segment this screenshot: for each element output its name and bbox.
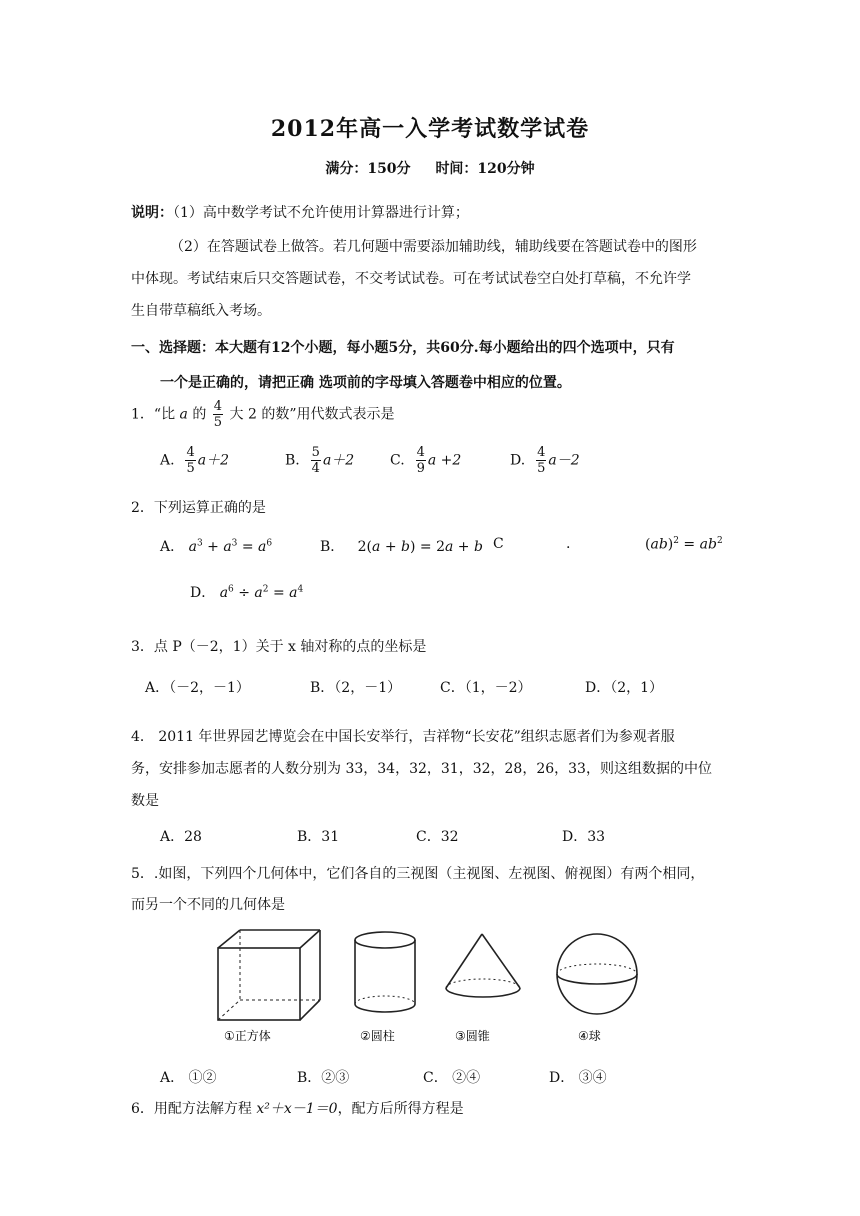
cylinder-shape [355,932,415,1012]
question-1-option-b: B. $\frac{5}{4}$ a＋2 [285,445,355,476]
note-1-text: （1）高中数学考试不允许使用计算器进行计算； [173,205,469,221]
question-5-option-d: D． ③④ [549,1070,607,1086]
note-label: 说明： [131,205,173,221]
question-4-option-d: D．33 [562,829,606,845]
section-1-heading-line-1: 一、选择题：本大题有12个小题，每小题5分，共60分.每小题给出的四个选项中，只有 [131,340,675,356]
question-3-option-d: D．（2，1） [585,680,664,696]
exam-time: 时间：120分钟 [435,161,535,177]
exam-meta [0,158,860,178]
sphere-shape [557,934,637,1014]
question-3-option-b: B．（2，－1） [310,680,402,696]
note-2-line-3: 生自带草稿纸入考场。 [131,303,271,319]
question-6-stem: 6．用配方法解方程 x²＋x－1＝0，配方后所得方程是 [131,1101,464,1117]
figure-label-cone: ③圆锥 [455,1029,490,1043]
question-3-option-c: C．（1，－2） [440,680,532,696]
cube-shape [218,930,320,1020]
question-4-line-2: 务，安排参加志愿者的人数分别为 33，34，32，31，32，28，26，33，则这组数据的中位 [131,761,712,777]
question-4-option-b: B．31 [297,829,340,845]
section-1-heading-line-2: 一个是正确的，请把正确 选项前的字母填入答题卷中相应的位置。 [160,375,571,391]
question-1-option-c: C. $\frac{4}{9}$ a +2 [390,445,462,476]
question-2-option-c-dot: . [566,536,571,552]
question-2-stem: 2．下列运算正确的是 [131,500,266,516]
question-5-line-1: 5．.如图，下列四个几何体中，它们各自的三视图（主视图、左视图、俯视图）有两个相同， [131,866,705,882]
question-5-option-a: A． ①② [160,1070,217,1086]
question-1-option-a: A. $\frac{4}{5}$ a＋2 [160,445,230,476]
note-2-line-1: （2）在答题试卷上做答。若几何题中需要添加辅助线，辅助线要在答题试卷中的图形 [170,239,697,255]
question-2-option-c-label: C [493,536,504,552]
figure-label-cube: ①正方体 [224,1029,271,1043]
question-5-line-2: 而另一个不同的几何体是 [131,897,285,913]
question-2-option-a: A． $a^3 + a^3 = a^6$ [160,538,273,555]
question-5-option-c: C． ②④ [423,1070,481,1086]
question-5-option-b: B．②③ [297,1070,350,1086]
question-2-option-c: $(ab)^2 = ab^2$ [645,536,723,553]
question-2-option-d: D． $a^6 \div a^2 = a^4$ [190,584,304,601]
question-1-stem: 1．“比 a 的 $\frac{4}{5}$ 大 2 的数”用代数式表示是 [131,399,395,430]
question-4-option-a: A．28 [160,829,202,845]
question-4-line-1: 4． 2011 年世界园艺博览会在中国长安举行，吉祥物“长安花”组织志愿者们为参观者服 [131,729,675,745]
question-2-option-b: B． 2(a + b) = 2a + b [320,539,483,555]
note-1 [131,202,469,222]
full-score: 满分：150分 [325,161,411,177]
figure-label-sphere: ④球 [578,1029,601,1043]
question-3-option-a: A．（－2，－1） [145,680,250,696]
question-3-stem: 3．点 P（－2，1）关于 x 轴对称的点的坐标是 [131,639,427,655]
note-2-line-2: 中体现。考试结束后只交答题试卷，不交考试试卷。可在考试试卷空白处打草稿，不允许学 [131,271,691,287]
fraction: $\frac{4}{5}$ [213,399,223,430]
question-1-option-d: D. $\frac{4}{5}$ a－2 [510,445,580,476]
question-4-option-c: C．32 [416,829,459,845]
geometric-solids-figure [210,922,650,1050]
cone-shape [446,934,520,997]
page-title: 2012年高一入学考试数学试卷 [270,116,590,142]
figure-label-cylinder: ②圆柱 [360,1029,395,1043]
question-4-line-3: 数是 [131,793,159,809]
